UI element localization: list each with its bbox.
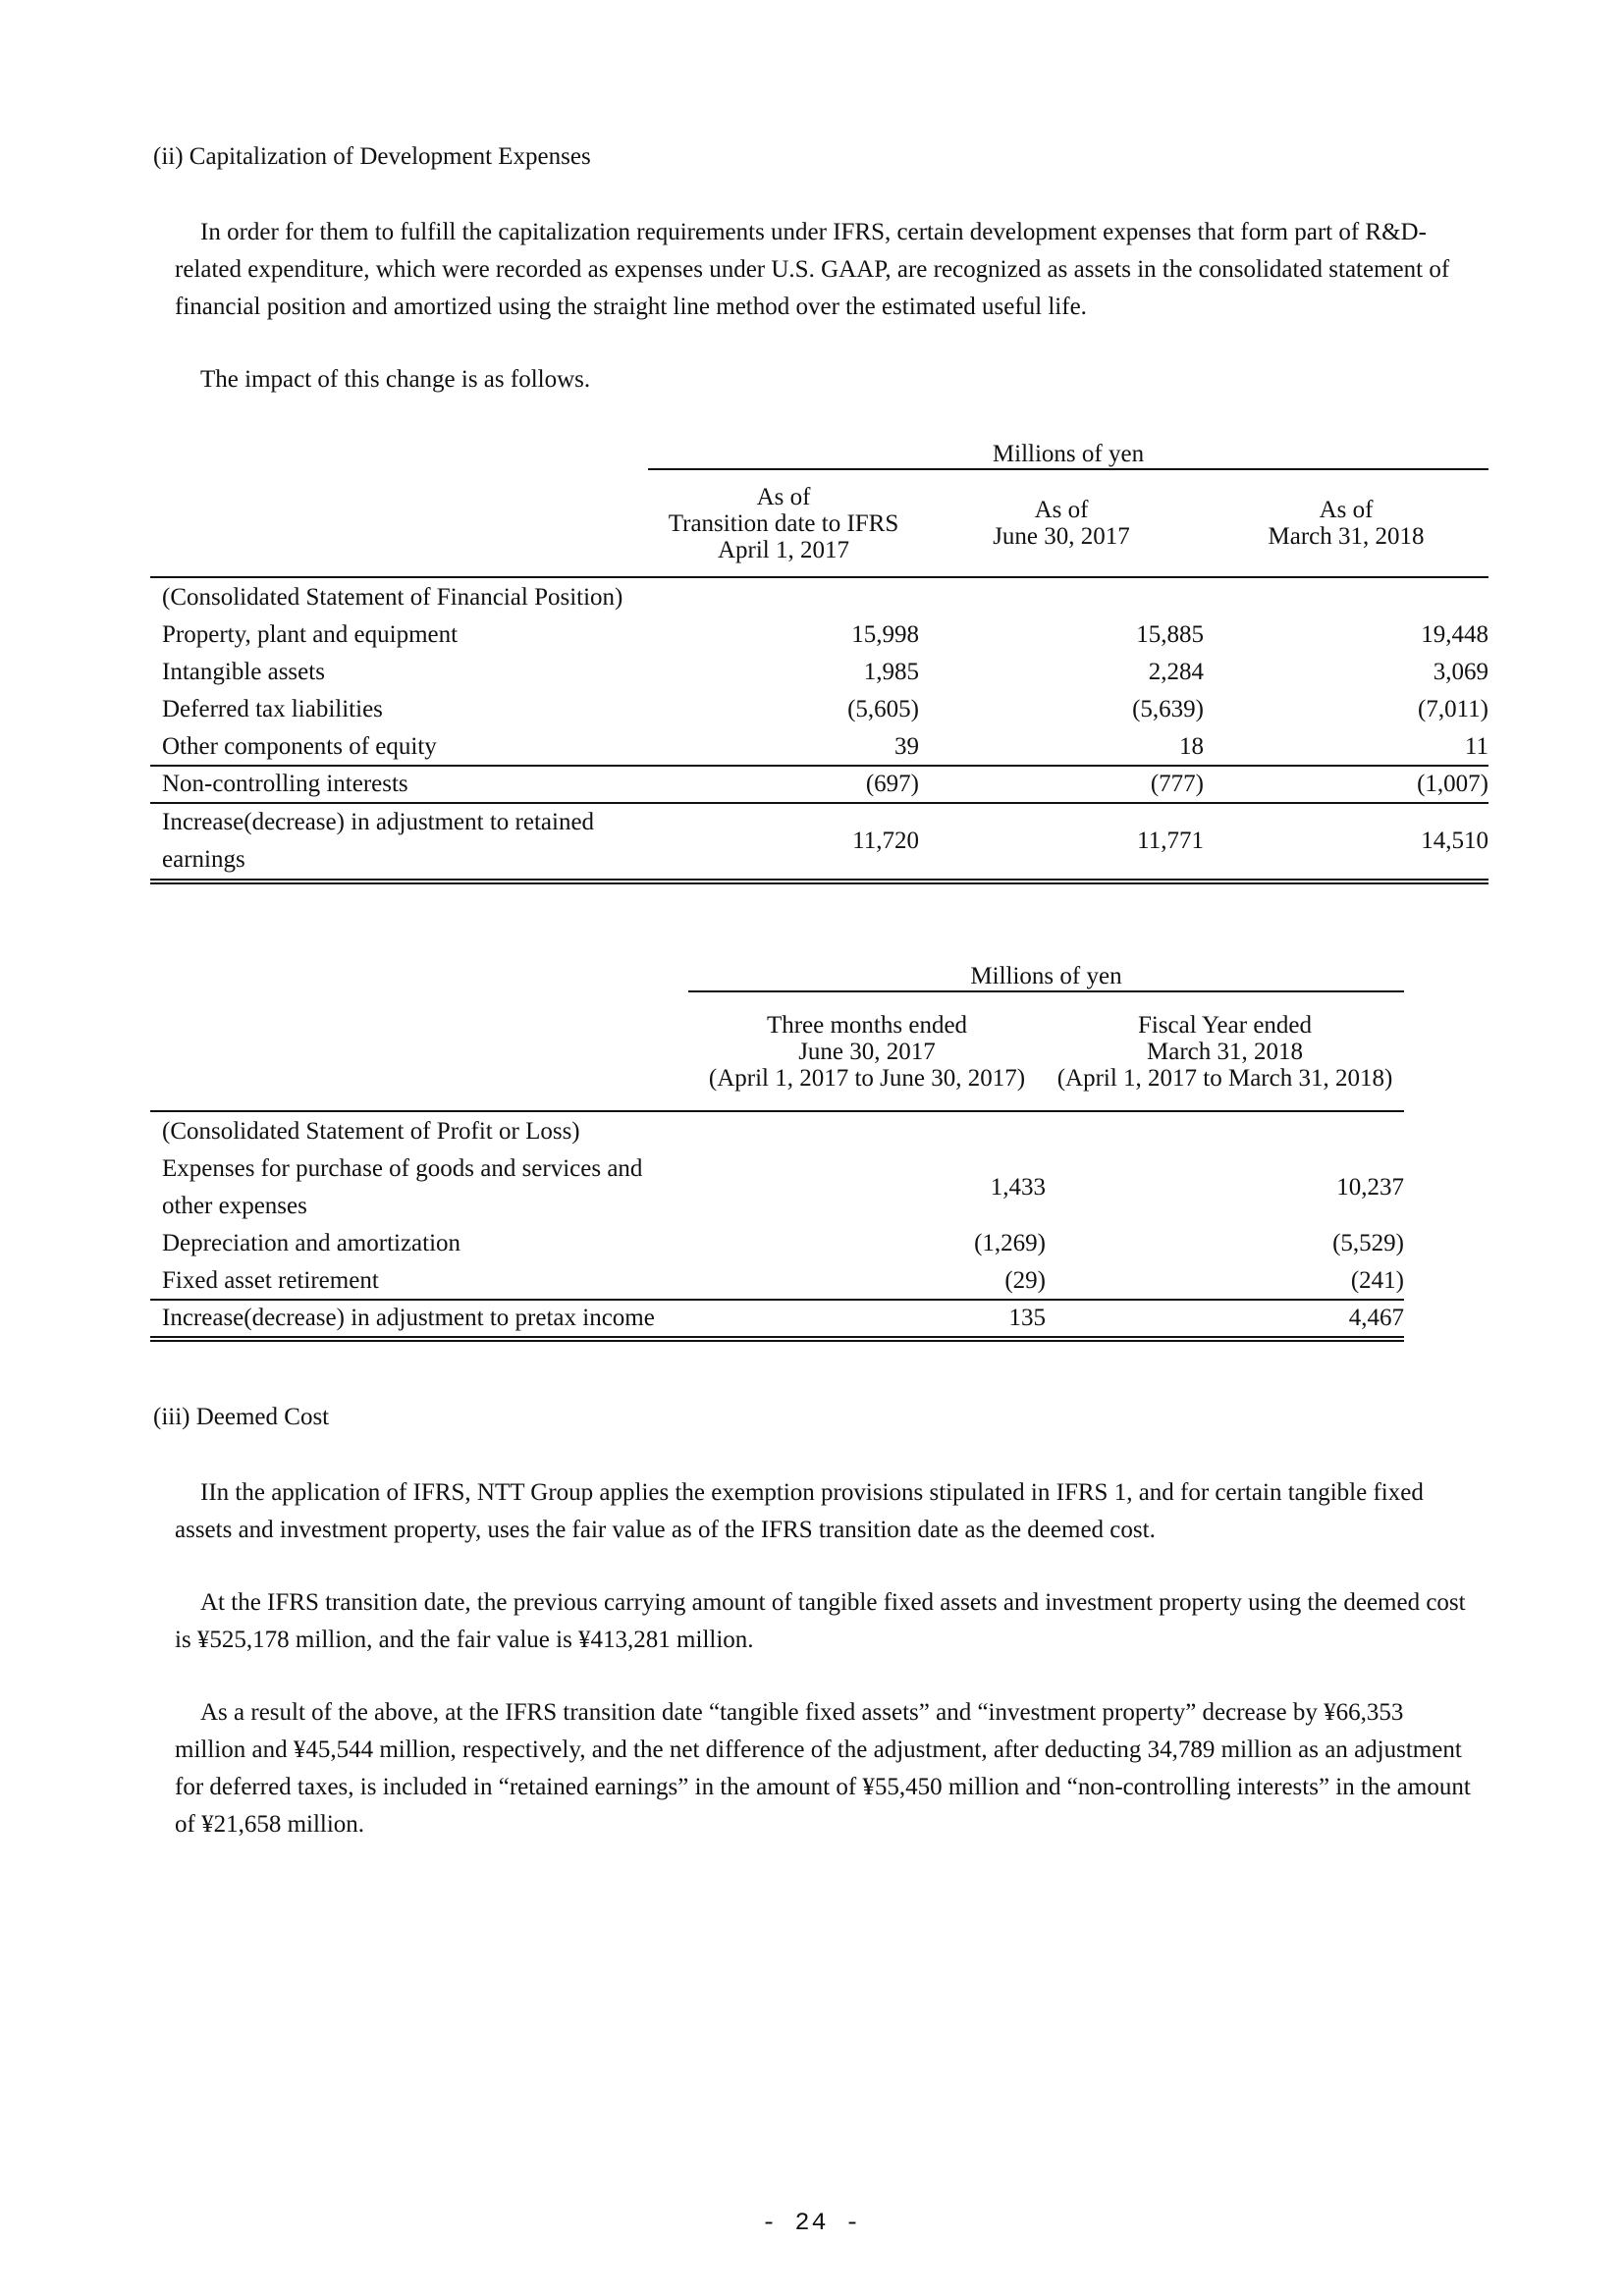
paragraph-line: related expenditure, which were recorded as expenses under U.S. GAAP, are recognized as assets in the consolidated statement of: [175, 256, 1450, 283]
paragraph-line: assets and investment property, uses the fair value as of the IFRS transition date as the deemed cost.: [175, 1517, 1156, 1543]
paragraph-line: of ¥21,658 million.: [175, 1811, 365, 1838]
column-header: As of June 30, 2017: [919, 469, 1204, 577]
table-row: Deferred tax liabilities (5,605) (5,639) (7,011): [162, 696, 1488, 722]
table-row: Depreciation and amortization (1,269) (5,529): [162, 1230, 1404, 1256]
table-row: Expenses for purchase of goods and services and other expenses 1,433 10,237: [162, 1155, 1404, 1219]
column-header: As of Transition date to IFRS April 1, 2017: [648, 469, 919, 577]
table-unit-header: Millions of yen: [648, 440, 1488, 469]
section-heading-capitalization: (ii) Capitalization of Development Expenses: [153, 143, 591, 170]
profit-loss-table: [150, 962, 1404, 1342]
table-row: Fixed asset retirement (29) (241): [162, 1266, 1404, 1294]
table-total-row: Increase(decrease) in adjustment to pretax income 135 4,467: [150, 1300, 1404, 1339]
table-section-label: (Consolidated Statement of Financial Position): [162, 583, 623, 611]
column-header: Fiscal Year ended March 31, 2018 (April 1, 2017 to March 31, 2018): [1046, 991, 1404, 1111]
page-number: - 24 -: [761, 2209, 862, 2237]
paragraph-line: IIn the application of IFRS, NTT Group applies the exemption provisions stipulated in IFRS 1, and for certain tangible fixed: [200, 1479, 1424, 1506]
paragraph-line: financial position and amortized using the straight line method over the estimated useful life.: [175, 294, 1087, 320]
paragraph-line: As a result of the above, at the IFRS transition date “tangible fixed assets” and “investment property” decrease by ¥66,353: [200, 1699, 1404, 1726]
paragraph-line: million and ¥45,544 million, respectively, and the net difference of the adjustment, after deducting 34,789 million as an adjustment: [175, 1736, 1462, 1763]
table-row: Intangible assets 1,985 2,284 3,069: [162, 659, 1488, 685]
paragraph-line: In order for them to fulfill the capitalization requirements under IFRS, certain development expenses that form part of R&D-: [200, 219, 1427, 245]
section-heading-deemed-cost: (iii) Deemed Cost: [153, 1404, 330, 1430]
table-row: Property, plant and equipment 15,998 15,885 19,448: [162, 621, 1488, 648]
table-section-label: (Consolidated Statement of Profit or Loss): [162, 1117, 580, 1145]
column-header: Three months ended June 30, 2017 (April 1, 2017 to June 30, 2017): [688, 991, 1046, 1111]
column-header: As of March 31, 2018: [1204, 469, 1488, 577]
paragraph-line: At the IFRS transition date, the previous carrying amount of tangible fixed assets and investment property using the deemed cost: [200, 1589, 1466, 1616]
table-row: Non-controlling interests (697) (777) (1,007): [150, 766, 1488, 803]
paragraph-line: is ¥525,178 million, and the fair value is ¥413,281 million.: [175, 1627, 754, 1653]
paragraph-line: for deferred taxes, is included in “retained earnings” in the amount of ¥55,450 million and “non-controlling interests” in the amount: [175, 1774, 1471, 1800]
table-total-row: Increase(decrease) in adjustment to retained earnings 11,720 11,771 14,510: [150, 803, 1488, 881]
financial-position-table: [150, 440, 1488, 884]
table-row: Other components of equity 39 18 11: [162, 732, 1488, 760]
paragraph-impact-intro: The impact of this change is as follows.: [200, 366, 591, 393]
table-unit-header: Millions of yen: [688, 962, 1404, 991]
